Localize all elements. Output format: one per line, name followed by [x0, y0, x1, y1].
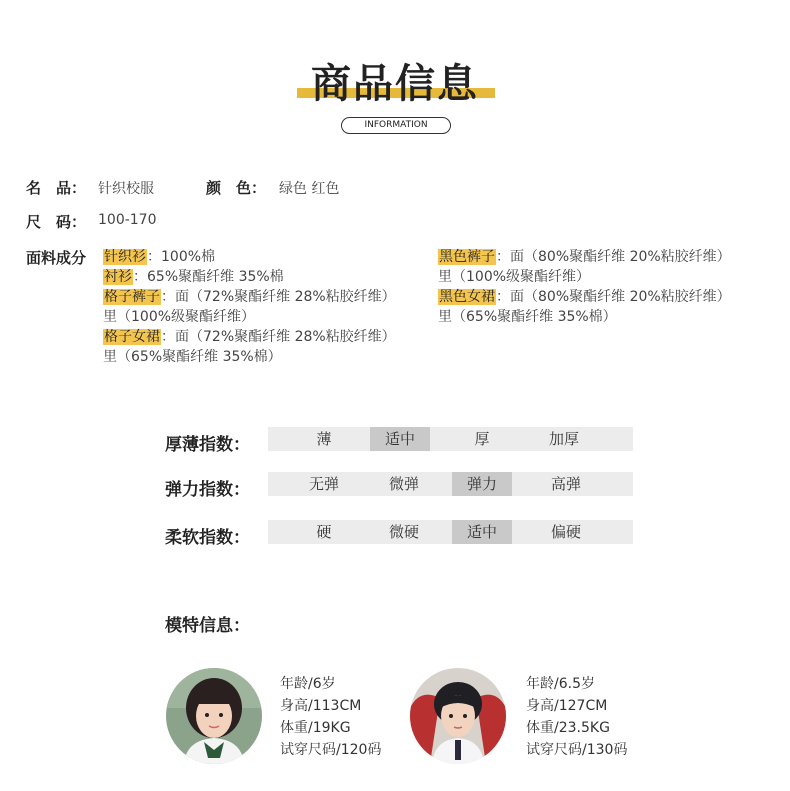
size-value: 100-170 — [98, 212, 157, 228]
fabric-line — [103, 307, 396, 327]
color-value: 绿色 红色 — [279, 181, 340, 197]
girl-model-avatar — [166, 668, 262, 764]
fabric-text: ：面（80%聚酯纤维 20%粘胶纤维） — [496, 249, 731, 265]
fabric-tag: 格子裤子 — [104, 289, 160, 305]
elasticity-option: 弹力 — [452, 472, 512, 496]
fabric-line — [438, 247, 731, 267]
fabric-line — [103, 267, 396, 287]
elasticity-option: 高弹 — [550, 475, 581, 493]
fabric-label: 面料成分 — [26, 249, 87, 267]
boy-height: 身高/127CM — [526, 698, 608, 714]
fabric-line — [103, 327, 396, 347]
fabric-text: ：100%棉 — [147, 249, 216, 265]
fabric-text: 里（100%级聚酯纤维） — [438, 269, 591, 285]
fabric-text: ：面（80%聚酯纤维 20%粘胶纤维） — [496, 289, 731, 305]
boy-age: 年龄/6.5岁 — [526, 676, 595, 692]
fabric-tag: 黑色女裙 — [439, 289, 495, 305]
softness-index-scale — [268, 520, 633, 544]
softness-option: 硬 — [316, 523, 332, 541]
thickness-index-label: 厚薄指数： — [165, 435, 250, 455]
page-title: 商品信息 — [311, 61, 479, 107]
information-badge: INFORMATION — [341, 117, 451, 134]
fabric-right-list — [438, 247, 731, 327]
fabric-line — [103, 247, 396, 267]
girl-weight: 体重/19KG — [280, 720, 351, 736]
girl-size: 试穿尺码/120码 — [280, 742, 382, 758]
fabric-tag: 格子女裙 — [104, 329, 160, 345]
fabric-tag: 针织衫 — [104, 249, 146, 265]
fabric-tag: 衬衫 — [104, 269, 132, 285]
elasticity-option: 无弹 — [308, 475, 339, 493]
softness-option: 微硬 — [388, 523, 419, 541]
boy-weight: 体重/23.5KG — [526, 720, 610, 736]
boy-model-info — [526, 673, 627, 761]
fabric-line — [103, 287, 396, 307]
thickness-option: 薄 — [316, 430, 332, 448]
fabric-line — [438, 267, 731, 287]
elasticity-option: 微弹 — [388, 475, 419, 493]
fabric-text: 里（100%级聚酯纤维） — [103, 309, 256, 325]
girl-model-info — [280, 673, 381, 761]
elasticity-index-label: 弹力指数： — [165, 480, 250, 500]
fabric-text: ：65%聚酯纤维 35%棉 — [133, 269, 284, 285]
girl-age: 年龄/6岁 — [280, 676, 336, 692]
girl-height: 身高/113CM — [280, 698, 362, 714]
fabric-text: 里（65%聚酯纤维 35%棉） — [438, 309, 617, 325]
thickness-option: 适中 — [370, 427, 430, 451]
boy-size: 试穿尺码/130码 — [526, 742, 628, 758]
fabric-left-list — [103, 247, 396, 367]
softness-option: 偏硬 — [550, 523, 581, 541]
name-label: 名 品： — [26, 179, 87, 197]
model-info-label: 模特信息： — [165, 616, 250, 636]
name-value: 针织校服 — [98, 181, 154, 197]
fabric-line — [103, 347, 396, 367]
thickness-index-scale — [268, 427, 633, 451]
softness-option: 适中 — [452, 520, 512, 544]
boy-model-avatar — [410, 668, 506, 764]
fabric-tag: 黑色裤子 — [439, 249, 495, 265]
fabric-text: ：面（72%聚酯纤维 28%粘胶纤维） — [161, 289, 396, 305]
softness-index-label: 柔软指数： — [165, 528, 250, 548]
fabric-text: ：面（72%聚酯纤维 28%粘胶纤维） — [161, 329, 396, 345]
color-label: 颜 色： — [206, 179, 267, 197]
fabric-line — [438, 287, 731, 307]
fabric-text: 里（65%聚酯纤维 35%棉） — [103, 349, 282, 365]
size-label: 尺 码： — [26, 213, 87, 231]
thickness-option: 加厚 — [548, 430, 579, 448]
thickness-option: 厚 — [474, 430, 490, 448]
elasticity-index-scale — [268, 472, 633, 496]
fabric-line — [438, 307, 731, 327]
